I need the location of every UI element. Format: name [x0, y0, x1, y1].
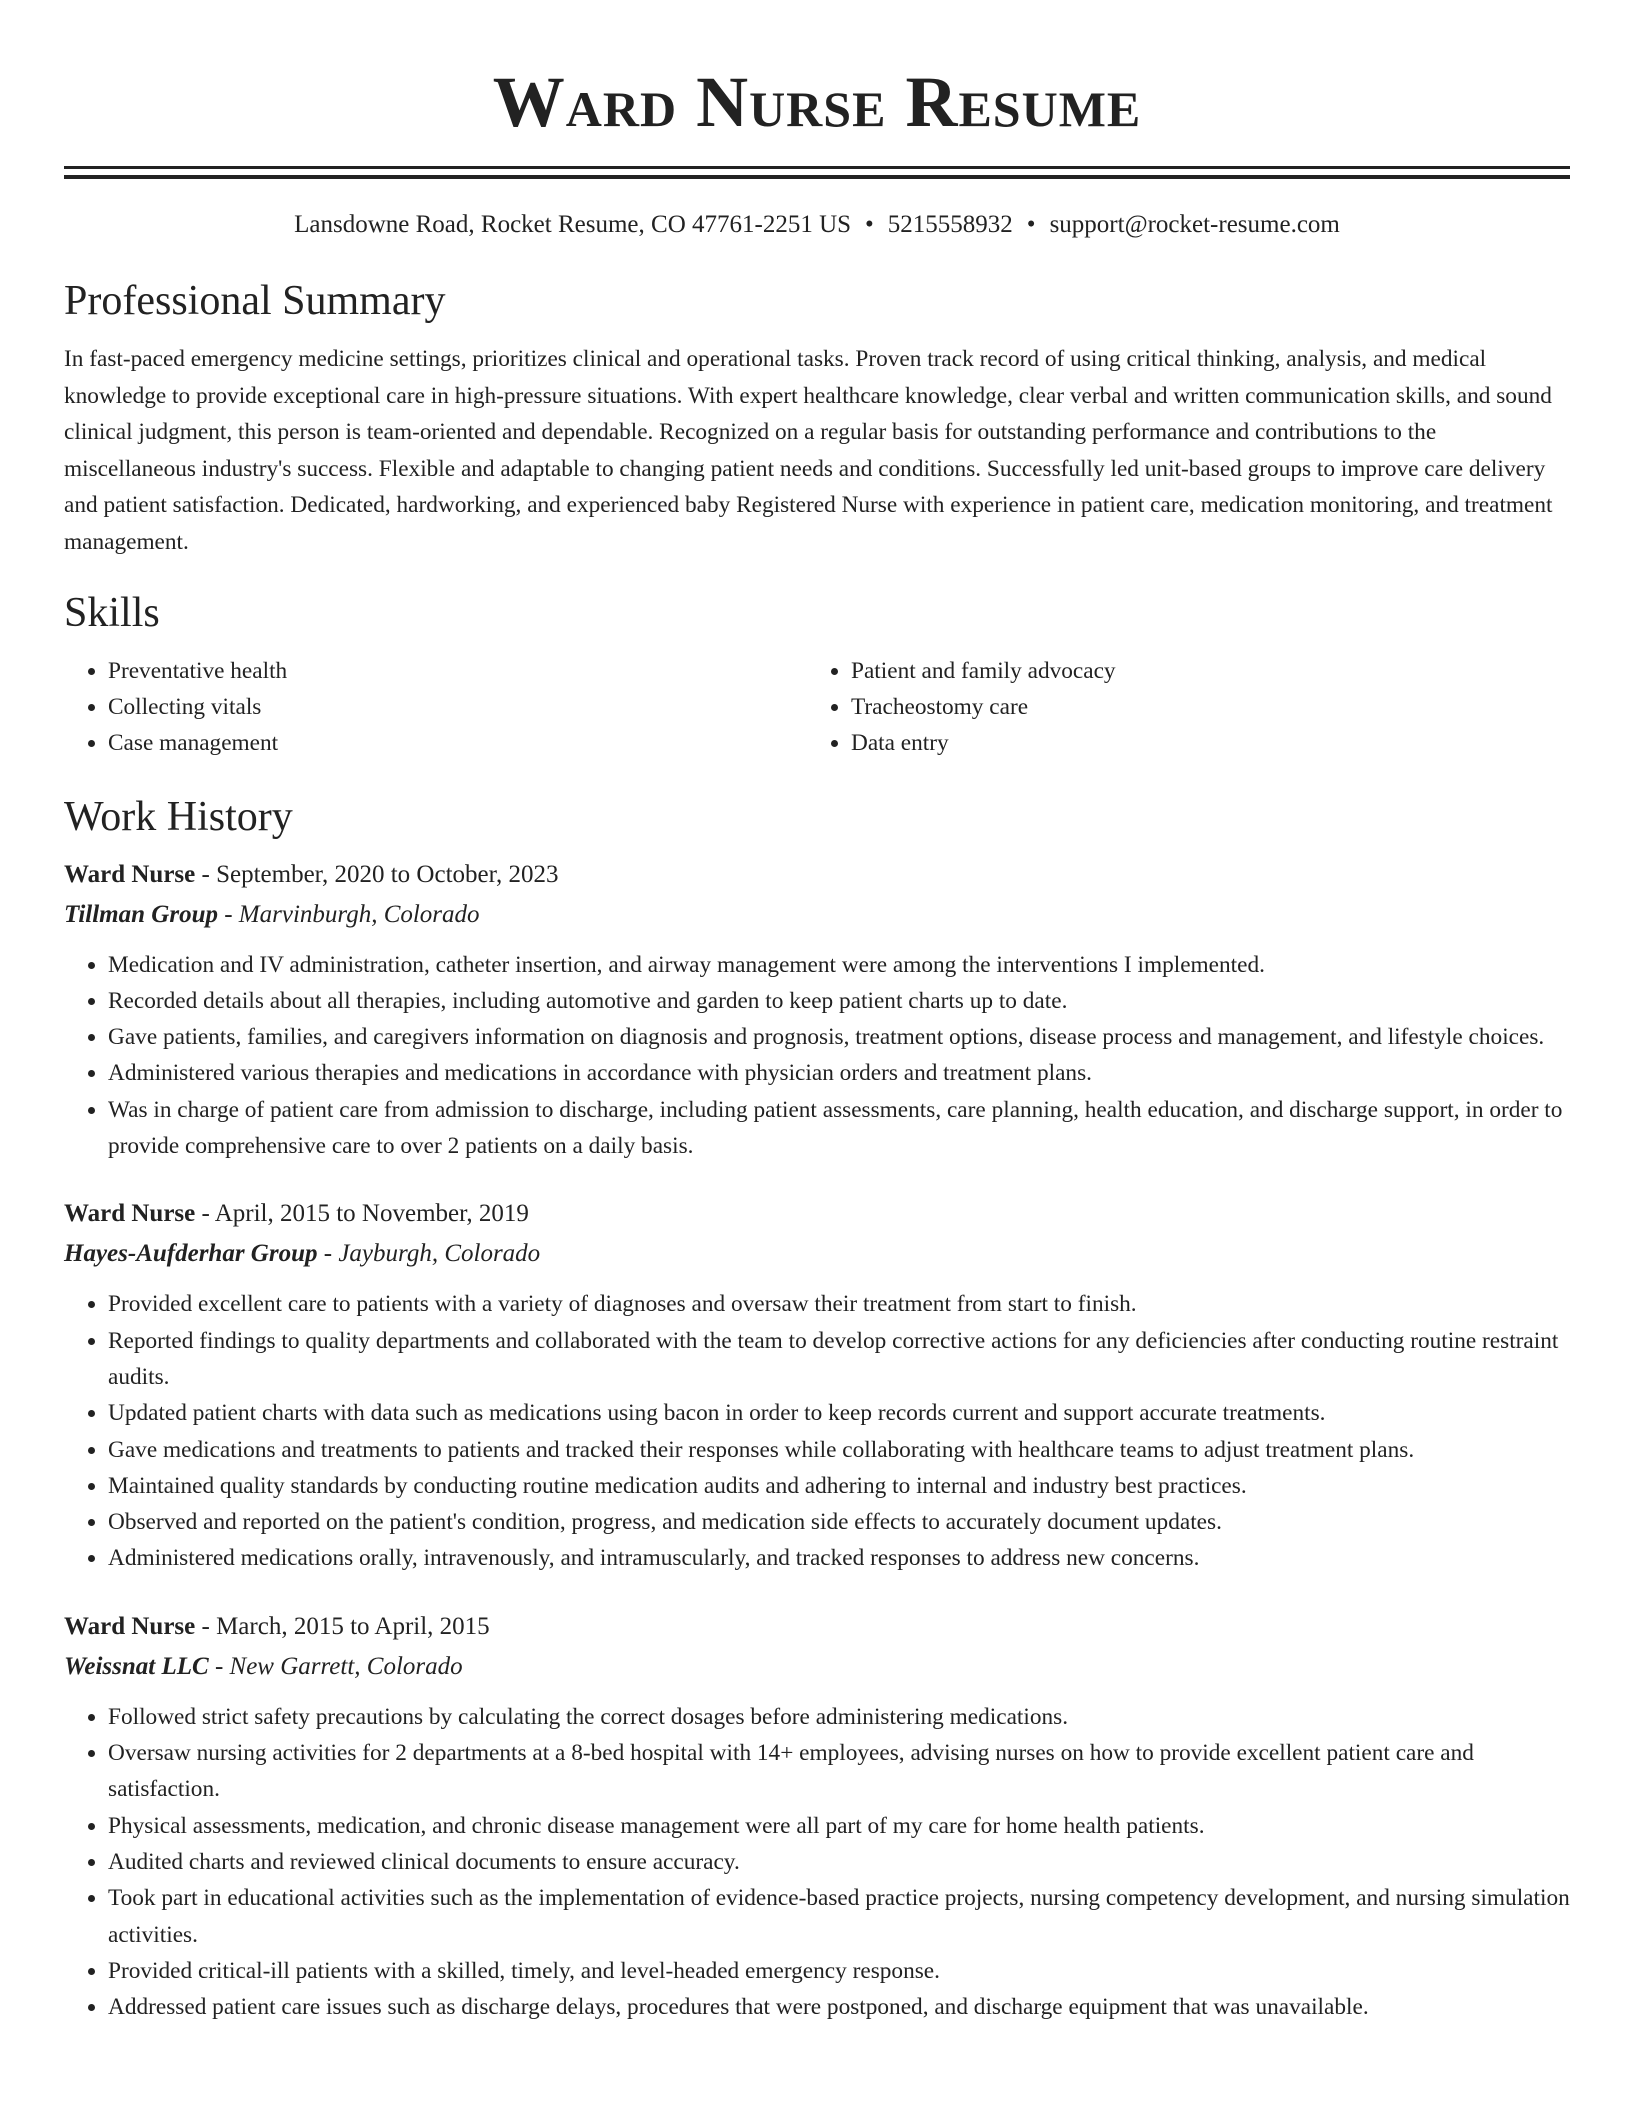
job-duties — [64, 1699, 1570, 2026]
header-divider-thin — [64, 166, 1570, 169]
duty-item: • Was in charge of patient care from admission to discharge, including patient assessments, care planning, health education, and discharge support, in order to provide comprehensive care to over 2 patients on a daily basis. — [108, 1092, 1570, 1165]
job-location: - Jayburgh, Colorado — [317, 1240, 541, 1268]
job-company: Hayes-Aufderhar Group — [64, 1240, 318, 1268]
job-entry — [64, 1609, 1570, 2026]
duty-item: • Took part in educational activities such as the implementation of evidence-based practice projects, nursing competency development, and nursing simulation activities. — [108, 1880, 1570, 1953]
job-title: Ward Nurse — [64, 860, 196, 888]
job-title: Ward Nurse — [64, 1200, 196, 1228]
skills-list — [64, 653, 1570, 761]
duty-item: • Audited charts and reviewed clinical documents to ensure accuracy. — [108, 1844, 1570, 1880]
job-entry — [64, 1196, 1570, 1576]
job-dates: - September, 2020 to October, 2023 — [195, 860, 559, 888]
job-title: Ward Nurse — [64, 1612, 196, 1640]
duty-item: • Recorded details about all therapies, including automotive and garden to keep patient charts up to date. — [108, 983, 1570, 1019]
duty-item: • Physical assessments, medication, and chronic disease management were all part of my care for home health patients. — [108, 1808, 1570, 1844]
duty-item: • Reported findings to quality departments and collaborated with the team to develop corrective actions for any deficiencies after conducting routine restraint audits. — [108, 1323, 1570, 1396]
job-title-line — [64, 857, 1570, 893]
contact-address: Lansdowne Road, Rocket Resume, CO 47761-2251 US — [294, 211, 852, 238]
summary-heading: Professional Summary — [64, 278, 446, 324]
skill-item: • Collecting vitals — [108, 689, 807, 725]
duty-item: • Observed and reported on the patient's condition, progress, and medication side effects to accurately document updates. — [108, 1504, 1570, 1540]
duty-item: • Gave patients, families, and caregivers information on diagnosis and prognosis, treatment options, disease process and management, and lifestyle choices. — [108, 1019, 1570, 1055]
job-company-line — [64, 1236, 1570, 1272]
contact-line — [64, 209, 1570, 241]
skills-heading: Skills — [64, 589, 160, 636]
resume-page — [64, 0, 1570, 2025]
job-duties — [64, 1286, 1570, 1576]
skills-column-left — [64, 653, 807, 761]
job-duties — [64, 947, 1570, 1165]
duty-item: • Followed strict safety precautions by calculating the correct dosages before administering medications. — [108, 1699, 1570, 1735]
header-divider-thick — [64, 175, 1570, 179]
skill-item: • Tracheostomy care — [851, 689, 1550, 725]
duty-item: • Provided critical-ill patients with a skilled, timely, and level-headed emergency response. — [108, 1953, 1570, 1989]
contact-email: support@rocket-resume.com — [1049, 211, 1340, 238]
duty-item: • Administered medications orally, intravenously, and intramuscularly, and tracked responses to address new concerns. — [108, 1540, 1570, 1576]
job-entry — [64, 857, 1570, 1165]
job-location: - Marvinburgh, Colorado — [217, 900, 480, 928]
summary-text: In fast-paced emergency medicine settings, prioritizes clinical and operational tasks. Proven track record of using critical thinking, analysis, and medical knowledge to provide exceptional care in high-pressure situations. With expert healthcare knowledge, clear verbal and written communication skills, and sound clinical judgment, this person is team-oriented and dependable. Recognized on a regular basis for outstanding performance and contributions to the miscellaneous industry's success. Flexible and adaptable to changing patient needs and conditions. Successfully led unit-based groups to improve care delivery and patient satisfaction. Dedicated, hardworking, and experienced baby Registered Nurse with experience in patient care, medication monitoring, and treatment management. — [64, 346, 1553, 555]
job-company-line — [64, 897, 1570, 933]
skill-item: • Patient and family advocacy — [851, 653, 1550, 689]
duty-item: • Gave medications and treatments to patients and tracked their responses while collaborating with healthcare teams to adjust treatment plans. — [108, 1432, 1570, 1468]
duty-item: • Addressed patient care issues such as discharge delays, procedures that were postponed, and discharge equipment that was unavailable. — [108, 1989, 1570, 2025]
duty-item: • Updated patient charts with data such as medications using bacon in order to keep records current and support accurate treatments. — [108, 1395, 1570, 1431]
duty-item: • Administered various therapies and medications in accordance with physician orders and treatment plans. — [108, 1055, 1570, 1091]
work-history-heading: Work History — [64, 793, 293, 840]
contact-phone: 5215558932 — [887, 211, 1013, 238]
contact-separator: • — [865, 211, 874, 238]
job-company: Tillman Group — [64, 900, 218, 928]
duty-item: • Maintained quality standards by conducting routine medication audits and adhering to internal and industry best practices. — [108, 1468, 1570, 1504]
skill-item: • Data entry — [851, 725, 1550, 761]
skill-item: • Preventative health — [108, 653, 807, 689]
duty-item: • Medication and IV administration, catheter insertion, and airway management were among the interventions I implemented. — [108, 947, 1570, 983]
job-title-line — [64, 1609, 1570, 1645]
job-dates: - March, 2015 to April, 2015 — [195, 1612, 490, 1640]
skill-item: • Case management — [108, 725, 807, 761]
job-company-line — [64, 1649, 1570, 1685]
job-location: - New Garrett, Colorado — [208, 1652, 463, 1680]
job-title-line — [64, 1196, 1570, 1232]
duty-item: • Oversaw nursing activities for 2 departments at a 8-bed hospital with 14+ employees, advising nurses on how to provide excellent patient care and satisfaction. — [108, 1735, 1570, 1808]
resume-title: Ward Nurse Resume — [492, 62, 1142, 142]
job-dates: - April, 2015 to November, 2019 — [195, 1200, 529, 1228]
skills-column-right — [807, 653, 1550, 761]
job-company: Weissnat LLC — [64, 1652, 209, 1680]
contact-separator: • — [1026, 211, 1036, 238]
duty-item: • Provided excellent care to patients with a variety of diagnoses and oversaw their treatment from start to finish. — [108, 1286, 1570, 1322]
